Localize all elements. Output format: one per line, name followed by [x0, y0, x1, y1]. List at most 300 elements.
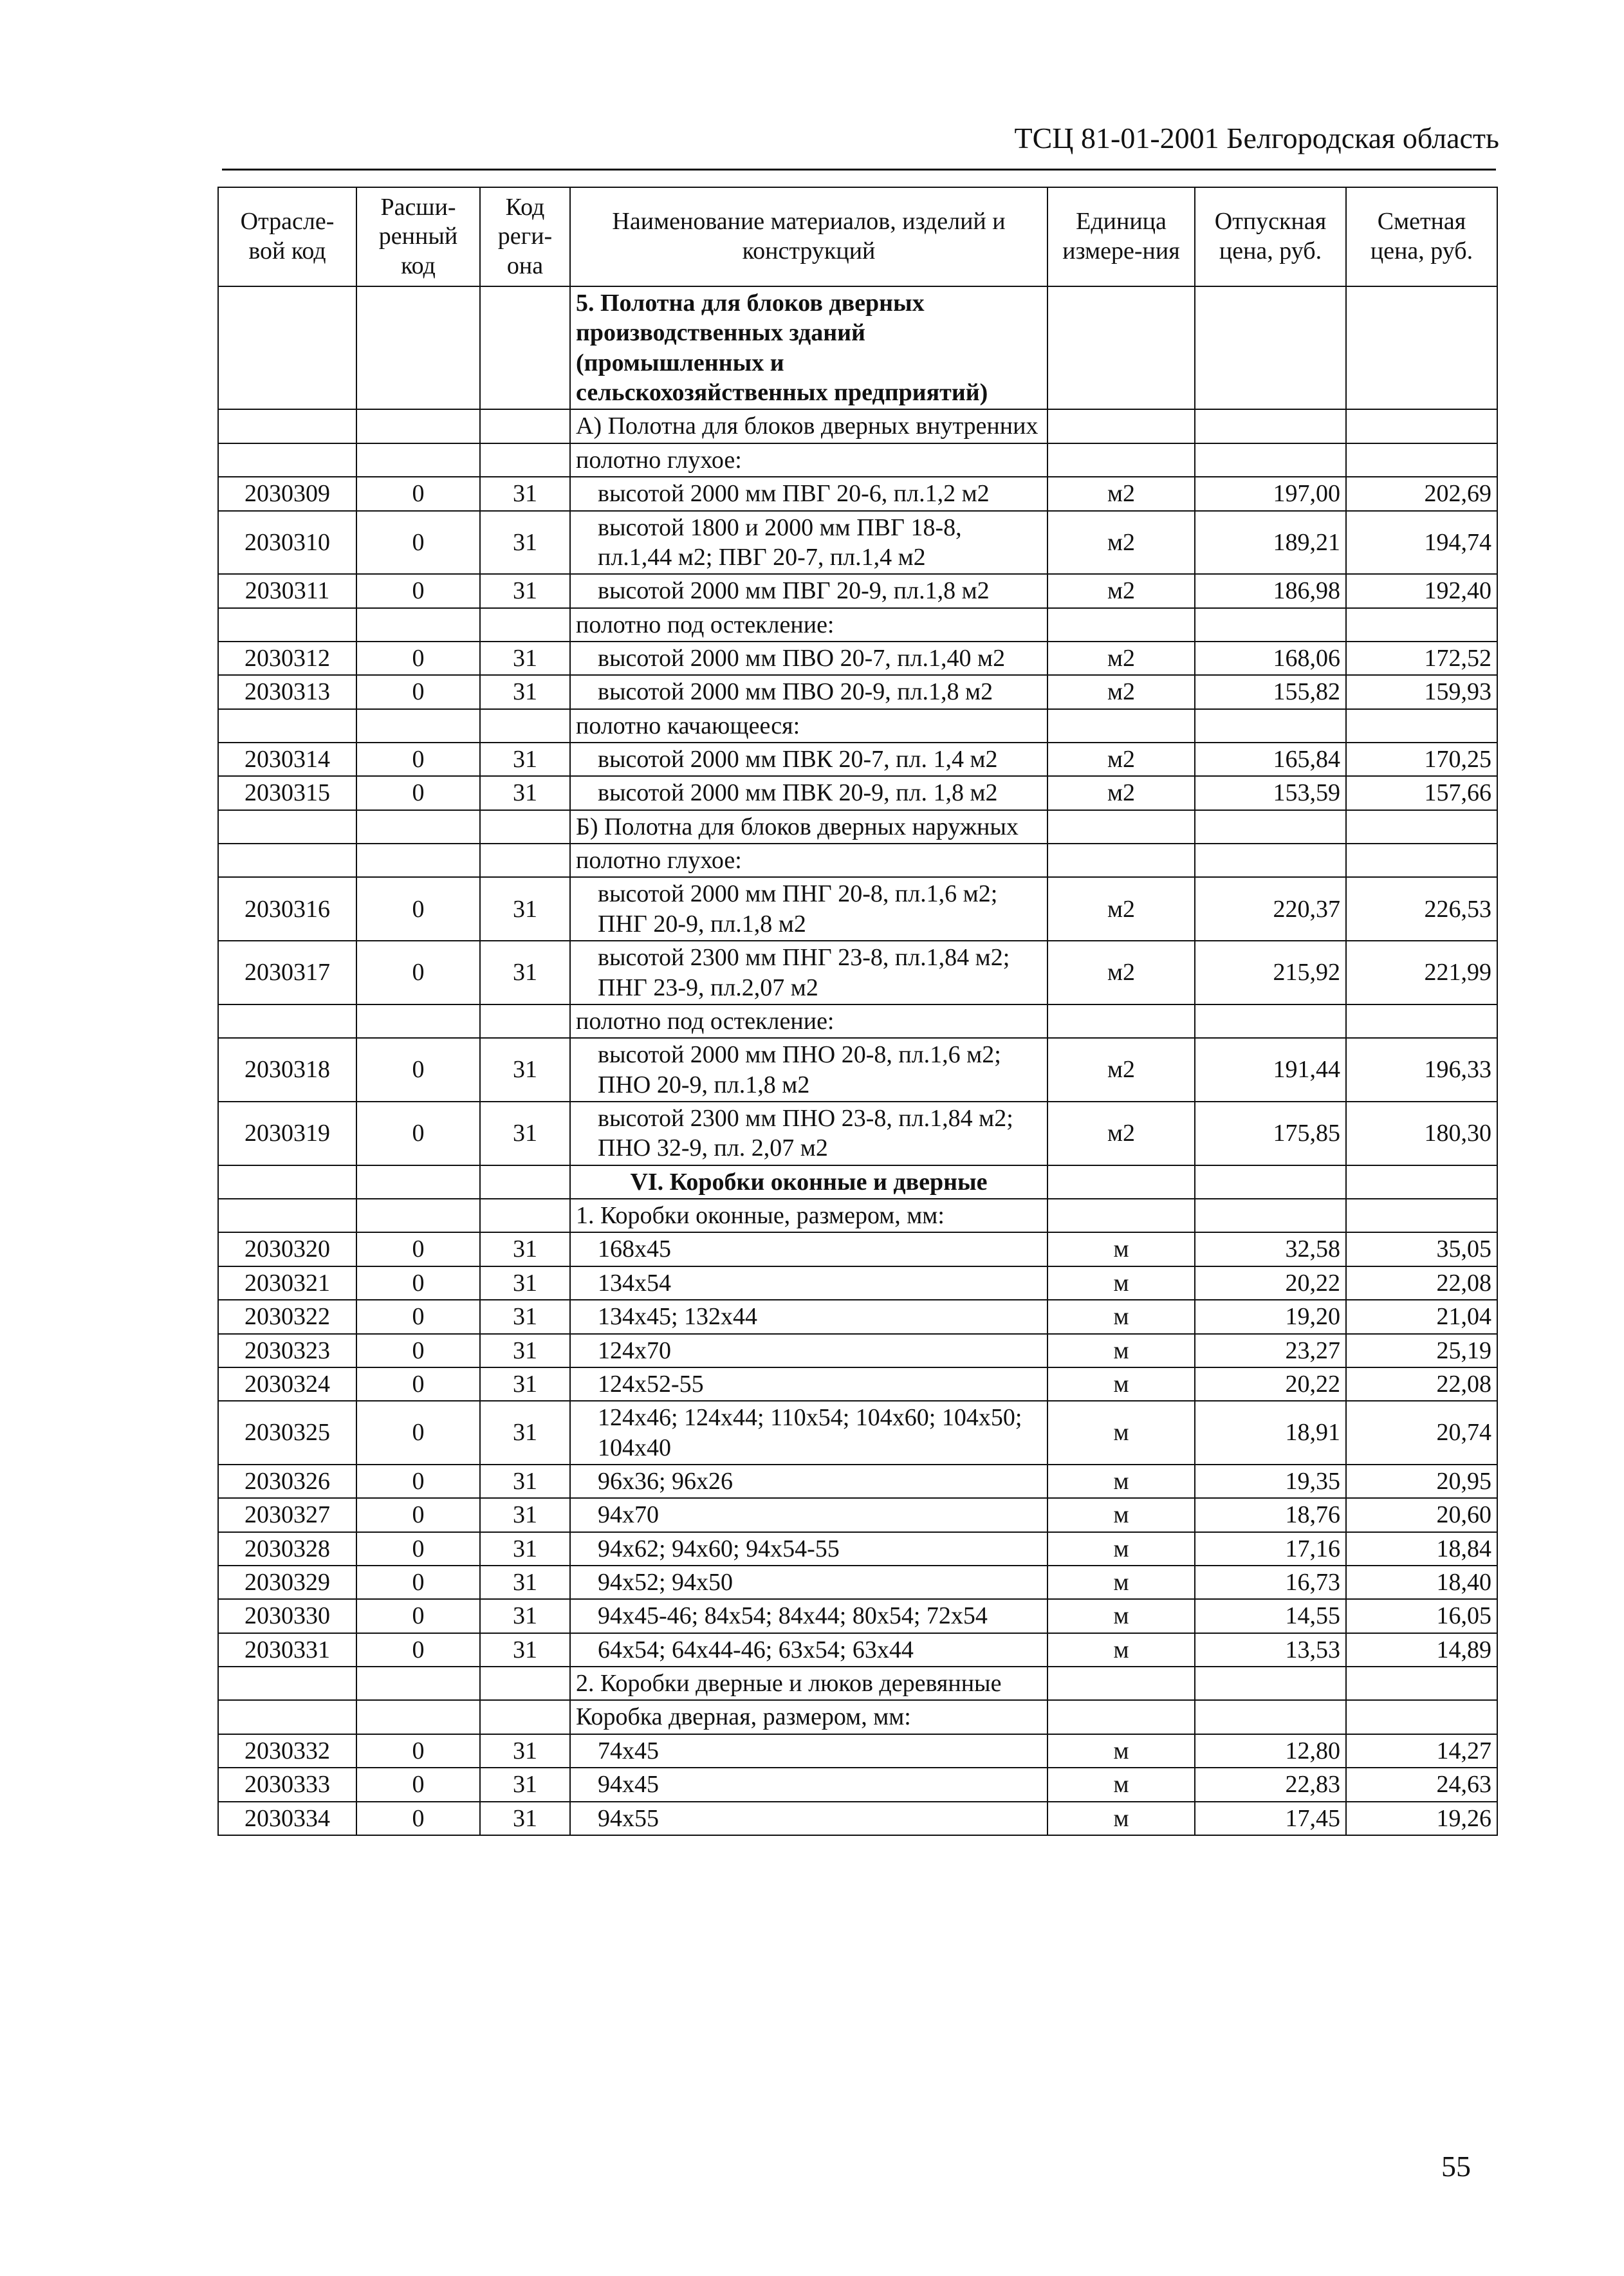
section-title: полотно под остекление:	[570, 608, 1047, 642]
table-row	[218, 1038, 1497, 1102]
item-name-cell: высотой 2000 мм ПВО 20-7, пл.1,40 м2	[570, 642, 1047, 675]
code-cell: 2030327	[218, 1498, 356, 1531]
region-code-cell: 31	[480, 1633, 570, 1667]
column-header: Единица измере-ния	[1047, 187, 1195, 286]
empty-cell	[356, 443, 480, 477]
code-cell: 2030315	[218, 776, 356, 810]
estimate-price-cell: 19,26	[1346, 1802, 1497, 1835]
code-cell: 2030309	[218, 477, 356, 510]
item-name-cell: 94x62; 94x60; 94x54-55	[570, 1532, 1047, 1566]
item-name-cell: 94x70	[570, 1498, 1047, 1531]
empty-cell	[1346, 1667, 1497, 1700]
chapter-title: VI. Коробки оконные и дверные	[570, 1165, 1047, 1199]
column-header: Сметная цена, руб.	[1346, 187, 1497, 286]
estimate-price-cell: 18,40	[1346, 1566, 1497, 1599]
code-cell: 2030311	[218, 574, 356, 607]
table-row	[218, 1532, 1497, 1566]
estimate-price-cell: 14,89	[1346, 1633, 1497, 1667]
empty-cell	[1047, 443, 1195, 477]
extended-code-cell: 0	[356, 1232, 480, 1266]
unit-cell: м	[1047, 1334, 1195, 1367]
estimate-price-cell: 192,40	[1346, 574, 1497, 607]
item-name-cell: 124x70	[570, 1334, 1047, 1367]
empty-cell	[1047, 1165, 1195, 1199]
region-code-cell: 31	[480, 1367, 570, 1401]
table-row	[218, 1633, 1497, 1667]
code-cell: 2030316	[218, 877, 356, 941]
region-code-cell: 31	[480, 1300, 570, 1333]
extended-code-cell: 0	[356, 1266, 480, 1300]
extended-code-cell: 0	[356, 877, 480, 941]
release-price-cell: 165,84	[1195, 743, 1346, 776]
empty-cell	[356, 709, 480, 743]
region-code-cell: 31	[480, 1768, 570, 1801]
extended-code-cell: 0	[356, 642, 480, 675]
extended-code-cell: 0	[356, 1102, 480, 1165]
estimate-price-cell: 221,99	[1346, 941, 1497, 1004]
empty-cell	[480, 443, 570, 477]
empty-cell	[1047, 1700, 1195, 1734]
section-title: 2. Коробки дверные и люков деревянные	[570, 1667, 1047, 1700]
extended-code-cell: 0	[356, 1401, 480, 1465]
table-row	[218, 877, 1497, 941]
empty-cell	[1047, 709, 1195, 743]
unit-cell: м2	[1047, 877, 1195, 941]
empty-cell	[356, 1199, 480, 1232]
region-code-cell: 31	[480, 1401, 570, 1465]
table-row	[218, 1367, 1497, 1401]
unit-cell: м2	[1047, 1038, 1195, 1102]
estimate-price-cell: 196,33	[1346, 1038, 1497, 1102]
empty-cell	[218, 844, 356, 877]
chapter-row	[218, 1165, 1497, 1199]
empty-cell	[1346, 709, 1497, 743]
empty-cell	[1346, 1165, 1497, 1199]
section-row	[218, 1700, 1497, 1734]
item-name-cell: высотой 2000 мм ПВГ 20-6, пл.1,2 м2	[570, 477, 1047, 510]
release-price-cell: 13,53	[1195, 1633, 1346, 1667]
code-cell: 2030333	[218, 1768, 356, 1801]
section-title: Коробка дверная, размером, мм:	[570, 1700, 1047, 1734]
estimate-price-cell: 22,08	[1346, 1266, 1497, 1300]
table-header-row	[218, 187, 1497, 286]
table-row	[218, 1300, 1497, 1333]
unit-cell: м2	[1047, 1102, 1195, 1165]
empty-cell	[480, 1004, 570, 1038]
extended-code-cell: 0	[356, 1465, 480, 1498]
item-name-cell: высотой 2300 мм ПНГ 23-8, пл.1,84 м2; ПНГ 23-9, пл.2,07 м2	[570, 941, 1047, 1004]
region-code-cell: 31	[480, 1498, 570, 1531]
empty-cell	[480, 1667, 570, 1700]
empty-cell	[1195, 286, 1346, 409]
extended-code-cell: 0	[356, 1038, 480, 1102]
table-row	[218, 1498, 1497, 1531]
empty-cell	[1346, 1004, 1497, 1038]
code-cell: 2030310	[218, 511, 356, 575]
table-row	[218, 642, 1497, 675]
table-row	[218, 1768, 1497, 1801]
empty-cell	[480, 1199, 570, 1232]
region-code-cell: 31	[480, 1566, 570, 1599]
extended-code-cell: 0	[356, 1334, 480, 1367]
item-name-cell: высотой 2000 мм ПВО 20-9, пл.1,8 м2	[570, 675, 1047, 708]
price-table	[217, 187, 1498, 1836]
section-title: полотно качающееся:	[570, 709, 1047, 743]
estimate-price-cell: 172,52	[1346, 642, 1497, 675]
unit-cell: м2	[1047, 642, 1195, 675]
estimate-price-cell: 20,60	[1346, 1498, 1497, 1531]
release-price-cell: 32,58	[1195, 1232, 1346, 1266]
extended-code-cell: 0	[356, 1768, 480, 1801]
section-row	[218, 810, 1497, 844]
table-row	[218, 511, 1497, 575]
item-name-cell: 74x45	[570, 1734, 1047, 1768]
unit-cell: м2	[1047, 574, 1195, 607]
table-row	[218, 1334, 1497, 1367]
item-name-cell: 96x36; 96x26	[570, 1465, 1047, 1498]
empty-cell	[1047, 810, 1195, 844]
region-code-cell: 31	[480, 743, 570, 776]
region-code-cell: 31	[480, 1038, 570, 1102]
empty-cell	[218, 1165, 356, 1199]
extended-code-cell: 0	[356, 776, 480, 810]
empty-cell	[1346, 286, 1497, 409]
empty-cell	[480, 844, 570, 877]
estimate-price-cell: 16,05	[1346, 1599, 1497, 1633]
table-row	[218, 574, 1497, 607]
item-name-cell: 94x55	[570, 1802, 1047, 1835]
extended-code-cell: 0	[356, 1599, 480, 1633]
empty-cell	[480, 409, 570, 443]
empty-cell	[218, 443, 356, 477]
section-title: А) Полотна для блоков дверных внутренних	[570, 409, 1047, 443]
region-code-cell: 31	[480, 574, 570, 607]
unit-cell: м	[1047, 1266, 1195, 1300]
section-row	[218, 1004, 1497, 1038]
estimate-price-cell: 202,69	[1346, 477, 1497, 510]
empty-cell	[218, 1700, 356, 1734]
empty-cell	[1195, 1199, 1346, 1232]
code-cell: 2030317	[218, 941, 356, 1004]
item-name-cell: 124x52-55	[570, 1367, 1047, 1401]
section-title: полотно глухое:	[570, 443, 1047, 477]
extended-code-cell: 0	[356, 743, 480, 776]
empty-cell	[356, 810, 480, 844]
section-row	[218, 1199, 1497, 1232]
item-name-cell: 94x45	[570, 1768, 1047, 1801]
empty-cell	[1195, 810, 1346, 844]
empty-cell	[1047, 608, 1195, 642]
release-price-cell: 153,59	[1195, 776, 1346, 810]
unit-cell: м	[1047, 1401, 1195, 1465]
unit-cell: м	[1047, 1734, 1195, 1768]
item-name-cell: высотой 2000 мм ПВГ 20-9, пл.1,8 м2	[570, 574, 1047, 607]
unit-cell: м	[1047, 1498, 1195, 1531]
section-row	[218, 709, 1497, 743]
unit-cell: м2	[1047, 675, 1195, 708]
empty-cell	[1346, 443, 1497, 477]
unit-cell: м2	[1047, 941, 1195, 1004]
release-price-cell: 19,35	[1195, 1465, 1346, 1498]
estimate-price-cell: 157,66	[1346, 776, 1497, 810]
table-row	[218, 1802, 1497, 1835]
table-row	[218, 941, 1497, 1004]
empty-cell	[1346, 1700, 1497, 1734]
extended-code-cell: 0	[356, 574, 480, 607]
code-cell: 2030321	[218, 1266, 356, 1300]
estimate-price-cell: 14,27	[1346, 1734, 1497, 1768]
item-name-cell: 134x54	[570, 1266, 1047, 1300]
header-rule	[222, 169, 1496, 171]
release-price-cell: 186,98	[1195, 574, 1346, 607]
release-price-cell: 23,27	[1195, 1334, 1346, 1367]
section-row	[218, 608, 1497, 642]
unit-cell: м	[1047, 1599, 1195, 1633]
extended-code-cell: 0	[356, 675, 480, 708]
region-code-cell: 31	[480, 1465, 570, 1498]
release-price-cell: 22,83	[1195, 1768, 1346, 1801]
estimate-price-cell: 170,25	[1346, 743, 1497, 776]
extended-code-cell: 0	[356, 1633, 480, 1667]
empty-cell	[1346, 409, 1497, 443]
code-cell: 2030328	[218, 1532, 356, 1566]
extended-code-cell: 0	[356, 477, 480, 510]
column-header: Отрасле-вой код	[218, 187, 356, 286]
empty-cell	[480, 286, 570, 409]
release-price-cell: 14,55	[1195, 1599, 1346, 1633]
empty-cell	[1047, 1199, 1195, 1232]
empty-cell	[218, 409, 356, 443]
region-code-cell: 31	[480, 1232, 570, 1266]
empty-cell	[356, 1165, 480, 1199]
unit-cell: м	[1047, 1532, 1195, 1566]
region-code-cell: 31	[480, 877, 570, 941]
item-name-cell: высотой 2000 мм ПНГ 20-8, пл.1,6 м2; ПНГ 20-9, пл.1,8 м2	[570, 877, 1047, 941]
region-code-cell: 31	[480, 1734, 570, 1768]
table-row	[218, 1401, 1497, 1465]
empty-cell	[1346, 608, 1497, 642]
code-cell: 2030334	[218, 1802, 356, 1835]
estimate-price-cell: 180,30	[1346, 1102, 1497, 1165]
table-row	[218, 477, 1497, 510]
column-header: Расши-ренный код	[356, 187, 480, 286]
region-code-cell: 31	[480, 1102, 570, 1165]
code-cell: 2030331	[218, 1633, 356, 1667]
empty-cell	[1195, 443, 1346, 477]
extended-code-cell: 0	[356, 511, 480, 575]
empty-cell	[1346, 810, 1497, 844]
estimate-price-cell: 20,95	[1346, 1465, 1497, 1498]
table-row	[218, 1465, 1497, 1498]
extended-code-cell: 0	[356, 1532, 480, 1566]
section-row	[218, 286, 1497, 409]
item-name-cell: 64x54; 64x44-46; 63x54; 63x44	[570, 1633, 1047, 1667]
code-cell: 2030314	[218, 743, 356, 776]
section-title: полотно глухое:	[570, 844, 1047, 877]
release-price-cell: 220,37	[1195, 877, 1346, 941]
empty-cell	[480, 709, 570, 743]
estimate-price-cell: 25,19	[1346, 1334, 1497, 1367]
empty-cell	[1047, 1667, 1195, 1700]
extended-code-cell: 0	[356, 1367, 480, 1401]
code-cell: 2030323	[218, 1334, 356, 1367]
item-name-cell: высотой 1800 и 2000 мм ПВГ 18-8, пл.1,44 м2; ПВГ 20-7, пл.1,4 м2	[570, 511, 1047, 575]
table-row	[218, 1266, 1497, 1300]
item-name-cell: 94x52; 94x50	[570, 1566, 1047, 1599]
table-row	[218, 743, 1497, 776]
empty-cell	[1195, 1667, 1346, 1700]
empty-cell	[1047, 1004, 1195, 1038]
estimate-price-cell: 194,74	[1346, 511, 1497, 575]
release-price-cell: 17,45	[1195, 1802, 1346, 1835]
estimate-price-cell: 226,53	[1346, 877, 1497, 941]
empty-cell	[218, 810, 356, 844]
region-code-cell: 31	[480, 941, 570, 1004]
section-row	[218, 1667, 1497, 1700]
item-name-cell: высотой 2000 мм ПНО 20-8, пл.1,6 м2; ПНО 20-9, пл.1,8 м2	[570, 1038, 1047, 1102]
unit-cell: м2	[1047, 743, 1195, 776]
empty-cell	[1195, 1165, 1346, 1199]
unit-cell: м	[1047, 1633, 1195, 1667]
empty-cell	[480, 1165, 570, 1199]
region-code-cell: 31	[480, 1599, 570, 1633]
release-price-cell: 215,92	[1195, 941, 1346, 1004]
code-cell: 2030318	[218, 1038, 356, 1102]
region-code-cell: 31	[480, 1266, 570, 1300]
estimate-price-cell: 24,63	[1346, 1768, 1497, 1801]
section-title: 1. Коробки оконные, размером, мм:	[570, 1199, 1047, 1232]
table-row	[218, 675, 1497, 708]
empty-cell	[1195, 1700, 1346, 1734]
section-row	[218, 844, 1497, 877]
release-price-cell: 16,73	[1195, 1566, 1346, 1599]
item-name-cell: 168x45	[570, 1232, 1047, 1266]
empty-cell	[218, 286, 356, 409]
empty-cell	[356, 409, 480, 443]
empty-cell	[218, 1004, 356, 1038]
code-cell: 2030312	[218, 642, 356, 675]
code-cell: 2030332	[218, 1734, 356, 1768]
code-cell: 2030322	[218, 1300, 356, 1333]
empty-cell	[218, 1667, 356, 1700]
release-price-cell: 17,16	[1195, 1532, 1346, 1566]
empty-cell	[218, 608, 356, 642]
column-header: Наименование материалов, изделий и конструкций	[570, 187, 1047, 286]
unit-cell: м2	[1047, 511, 1195, 575]
table-row	[218, 1734, 1497, 1768]
empty-cell	[1346, 844, 1497, 877]
unit-cell: м	[1047, 1802, 1195, 1835]
table-row	[218, 1599, 1497, 1633]
release-price-cell: 155,82	[1195, 675, 1346, 708]
item-name-cell: 94x45-46; 84x54; 84x44; 80x54; 72x54	[570, 1599, 1047, 1633]
table-body	[218, 286, 1497, 1835]
empty-cell	[356, 286, 480, 409]
item-name-cell: высотой 2300 мм ПНО 23-8, пл.1,84 м2; ПНО 32-9, пл. 2,07 м2	[570, 1102, 1047, 1165]
code-cell: 2030329	[218, 1566, 356, 1599]
release-price-cell: 189,21	[1195, 511, 1346, 575]
code-cell: 2030320	[218, 1232, 356, 1266]
column-header: Код реги-она	[480, 187, 570, 286]
section-title: 5. Полотна для блоков дверных производственных зданий (промышленных и сельскохозяйственных предприятий)	[570, 286, 1047, 409]
empty-cell	[480, 608, 570, 642]
unit-cell: м	[1047, 1768, 1195, 1801]
empty-cell	[1047, 844, 1195, 877]
unit-cell: м2	[1047, 477, 1195, 510]
empty-cell	[1195, 1004, 1346, 1038]
unit-cell: м	[1047, 1465, 1195, 1498]
section-title: полотно под остекление:	[570, 1004, 1047, 1038]
region-code-cell: 31	[480, 675, 570, 708]
table-row	[218, 1232, 1497, 1266]
code-cell: 2030319	[218, 1102, 356, 1165]
release-price-cell: 191,44	[1195, 1038, 1346, 1102]
region-code-cell: 31	[480, 1802, 570, 1835]
empty-cell	[356, 608, 480, 642]
unit-cell: м	[1047, 1232, 1195, 1266]
release-price-cell: 19,20	[1195, 1300, 1346, 1333]
region-code-cell: 31	[480, 477, 570, 510]
empty-cell	[1047, 409, 1195, 443]
release-price-cell: 20,22	[1195, 1367, 1346, 1401]
empty-cell	[480, 810, 570, 844]
section-row	[218, 443, 1497, 477]
region-code-cell: 31	[480, 642, 570, 675]
estimate-price-cell: 18,84	[1346, 1532, 1497, 1566]
estimate-price-cell: 21,04	[1346, 1300, 1497, 1333]
empty-cell	[356, 844, 480, 877]
estimate-price-cell: 159,93	[1346, 675, 1497, 708]
region-code-cell: 31	[480, 776, 570, 810]
release-price-cell: 197,00	[1195, 477, 1346, 510]
table-row	[218, 1566, 1497, 1599]
table-row	[218, 1102, 1497, 1165]
code-cell: 2030324	[218, 1367, 356, 1401]
empty-cell	[356, 1667, 480, 1700]
section-title: Б) Полотна для блоков дверных наружных	[570, 810, 1047, 844]
release-price-cell: 18,76	[1195, 1498, 1346, 1531]
empty-cell	[356, 1700, 480, 1734]
empty-cell	[218, 709, 356, 743]
extended-code-cell: 0	[356, 1300, 480, 1333]
unit-cell: м	[1047, 1367, 1195, 1401]
empty-cell	[1195, 409, 1346, 443]
region-code-cell: 31	[480, 1334, 570, 1367]
extended-code-cell: 0	[356, 1802, 480, 1835]
empty-cell	[1195, 608, 1346, 642]
section-row	[218, 409, 1497, 443]
estimate-price-cell: 22,08	[1346, 1367, 1497, 1401]
document-header: ТСЦ 81-01-2001 Белгородская область	[1014, 122, 1499, 154]
empty-cell	[1195, 844, 1346, 877]
empty-cell	[480, 1700, 570, 1734]
column-header: Отпускная цена, руб.	[1195, 187, 1346, 286]
code-cell: 2030330	[218, 1599, 356, 1633]
code-cell: 2030325	[218, 1401, 356, 1465]
item-name-cell: 124x46; 124x44; 110x54; 104x60; 104x50; 104x40	[570, 1401, 1047, 1465]
page-number: 55	[1441, 2150, 1471, 2183]
item-name-cell: 134x45; 132x44	[570, 1300, 1047, 1333]
empty-cell	[1346, 1199, 1497, 1232]
release-price-cell: 168,06	[1195, 642, 1346, 675]
release-price-cell: 20,22	[1195, 1266, 1346, 1300]
unit-cell: м2	[1047, 776, 1195, 810]
unit-cell: м	[1047, 1566, 1195, 1599]
table-row	[218, 776, 1497, 810]
code-cell: 2030326	[218, 1465, 356, 1498]
extended-code-cell: 0	[356, 941, 480, 1004]
item-name-cell: высотой 2000 мм ПВК 20-7, пл. 1,4 м2	[570, 743, 1047, 776]
